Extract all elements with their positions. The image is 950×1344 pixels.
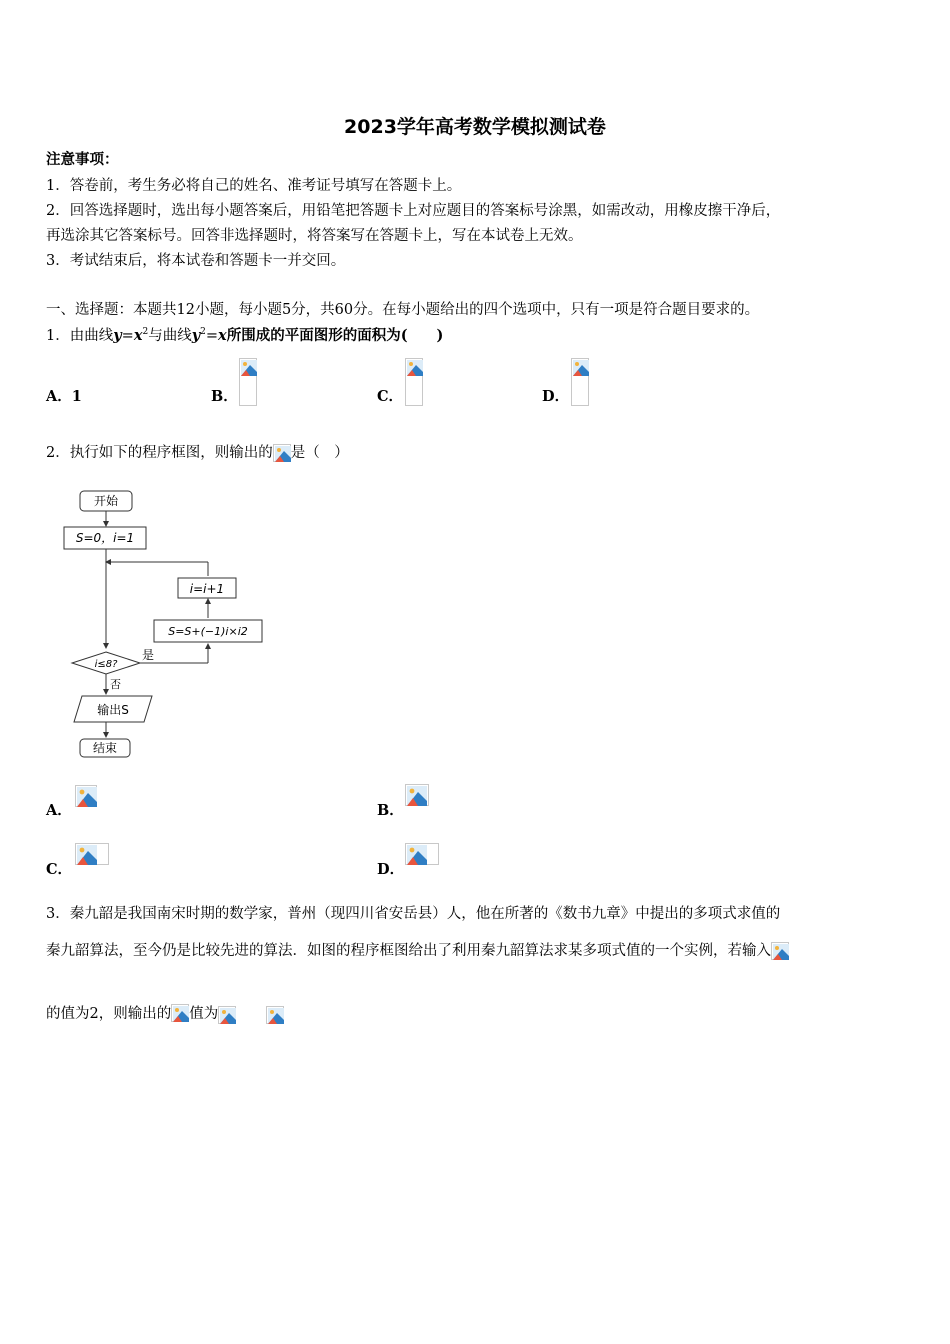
broken-image-icon <box>405 784 429 806</box>
q2-option-b-label[interactable]: B． <box>377 802 404 819</box>
page-title: 2023学年高考数学模拟测试卷 <box>344 116 606 138</box>
q1-eq1-lhs: y <box>113 327 122 344</box>
q1-eq1-rhs: x <box>133 327 143 344</box>
q2-option-d-label[interactable]: D． <box>377 861 405 878</box>
broken-image-icon <box>771 942 789 960</box>
q1-prefix: 1．由曲线 <box>46 328 114 344</box>
broken-image-icon <box>571 358 589 406</box>
broken-image-icon <box>405 358 423 406</box>
q1-option-d-label[interactable]: D． <box>542 388 570 405</box>
question-3-line-3 <box>46 1004 284 1024</box>
q1-option-b-image <box>239 358 257 406</box>
q2-suffix: 是（ ） <box>290 445 349 461</box>
q2-option-c-label[interactable]: C． <box>46 861 73 878</box>
flow-cond-text: i≤8? <box>94 659 118 670</box>
broken-image-icon <box>239 358 257 406</box>
q1-option-c-label[interactable]: C． <box>377 388 404 405</box>
flowchart <box>60 486 280 766</box>
notice-item-2-cont: 再选涂其它答案标号。回答非选择题时，将答案写在答题卡上，写在本试卷上无效。 <box>46 228 583 244</box>
q1-option-a[interactable] <box>46 385 82 406</box>
flow-output-text: 输出S <box>97 703 129 717</box>
question-3-line-1: 3．秦九韶是我国南宋时期的数学家，普州（现四川省安岳县）人，他在所著的《数书九章》中提出的多项式求值的 <box>46 906 781 922</box>
q1-suffix: 所围成的平面图形的面积为( ) <box>226 327 444 344</box>
broken-image-icon <box>405 843 439 865</box>
broken-image-icon <box>273 444 291 462</box>
flow-yes-label: 是 <box>142 648 155 662</box>
broken-image-icon <box>171 1004 189 1022</box>
section-heading: 一、选择题：本题共12小题，每小题5分，共60分。在每小题给出的四个选项中，只有一项是符合题目要求的。 <box>46 302 760 318</box>
notice-item-3: 3．考试结束后，将本试卷和答题卡一并交回。 <box>46 253 346 269</box>
q1-eq2-lhs: y <box>191 327 201 344</box>
q2-option-a-image <box>75 785 97 807</box>
q2-option-c-image <box>75 843 109 865</box>
notice-item-2: 2．回答选择题时，选出每小题答案后，用铅笔把答题卡上对应题目的答案标号涂黑，如需改动，用橡皮擦干净后， <box>46 203 781 219</box>
flow-start-text: 开始 <box>93 494 119 508</box>
q1-sup-1: 2 <box>142 327 149 338</box>
flow-init-text: S=0，i=1 <box>75 531 135 545</box>
flow-end-text: 结束 <box>92 741 118 755</box>
q1-option-a-value: 1 <box>71 388 82 405</box>
question-3-line-2 <box>46 941 789 961</box>
q3-line-3b: 值为 <box>189 1006 219 1022</box>
q1-eq1-eq: = <box>121 328 134 344</box>
q3-line-3a: 的值为2，则输出的 <box>46 1006 172 1022</box>
q2-option-a-label[interactable]: A． <box>46 802 72 819</box>
q1-option-b-label[interactable]: B． <box>211 388 238 405</box>
question-1 <box>46 326 443 346</box>
broken-image-icon <box>75 843 109 865</box>
q1-option-d-image <box>571 358 589 406</box>
broken-image-icon <box>218 1006 236 1024</box>
q3-line-2-text: 秦九韶算法，至今仍是比较先进的算法．如图的程序框图给出了利用秦九韶算法求某多项式值的一个实例，若输入 <box>46 943 771 959</box>
q2-option-b-image <box>405 784 429 806</box>
question-2 <box>46 443 349 463</box>
q1-sup-2: 2 <box>200 327 206 338</box>
flow-no-label: 否 <box>110 678 121 691</box>
broken-image-icon <box>266 1006 284 1024</box>
q2-option-d-image <box>405 843 439 865</box>
q1-option-a-label: A． <box>46 388 72 405</box>
flow-update-i-text: i=i+1 <box>189 582 225 596</box>
flow-update-s-text: S=S+(−1)i×i2 <box>168 625 248 638</box>
notice-heading: 注意事项： <box>46 151 119 168</box>
notice-item-1: 1．答卷前，考生务必将自己的姓名、准考证号填写在答题卡上。 <box>46 178 462 194</box>
broken-image-icon <box>75 785 97 807</box>
q1-option-c-image <box>405 358 423 406</box>
q1-eq2-rhs: x <box>218 327 227 344</box>
q1-mid: 与曲线 <box>148 328 192 344</box>
q1-eq2-eq: = <box>205 328 219 344</box>
q2-prefix: 2．执行如下的程序框图，则输出的 <box>46 445 273 461</box>
